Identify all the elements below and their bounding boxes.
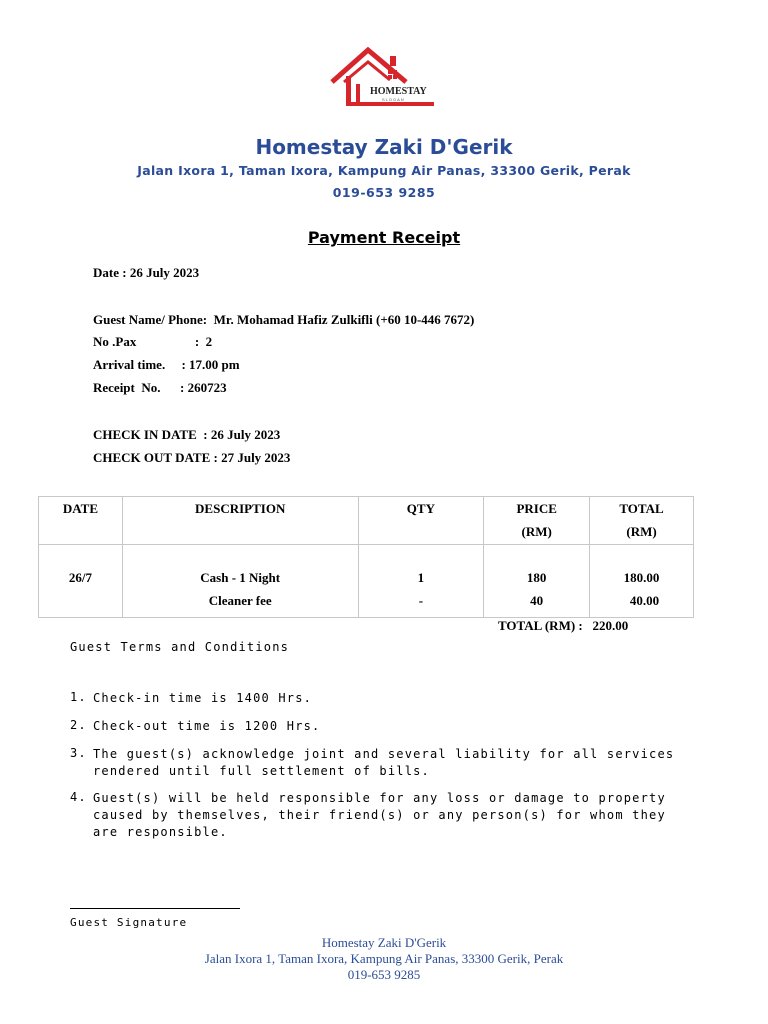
header-description: DESCRIPTION [122, 497, 358, 545]
term-number: 1. [70, 690, 87, 704]
homestay-logo [330, 46, 438, 110]
logo-sub-text: SLOGAN [382, 97, 405, 102]
header-date: DATE [39, 497, 123, 545]
term-text: Check-out time is 1200 Hrs. [93, 719, 321, 733]
footer-phone: 019-653 9285 [347, 967, 421, 982]
footer-business-name: Homestay Zaki D'Gerik [321, 935, 447, 950]
cell-price: 180 40 [484, 545, 590, 618]
header-qty: QTY [358, 497, 484, 545]
term-text: Guest(s) will be held responsible for any loss or damage to property caused by themselves, their friend(s) or any person(s) for whom they are responsible. [93, 791, 666, 839]
guest-name-phone: Guest Name/ Phone: Mr. Mohamad Hafiz Zulkifli (+60 10-446 7672) [93, 312, 475, 327]
term-text: Check-in time is 1400 Hrs. [93, 691, 313, 705]
cell-date: 26/7 [39, 545, 123, 618]
receipt-number: Receipt No. : 260723 [93, 380, 227, 395]
signature-label: Guest Signature [70, 916, 188, 929]
business-phone: 019-653 9285 [332, 185, 436, 200]
items-table [38, 496, 694, 618]
footer-address: Jalan Ixora 1, Taman Ixora, Kampung Air Panas, 33300 Gerik, Perak [204, 951, 564, 966]
cell-total: 180.00 40.00 [590, 545, 694, 618]
check-out-date: CHECK OUT DATE : 27 July 2023 [93, 450, 291, 465]
term-number: 2. [70, 718, 87, 732]
cell-qty: 1 - [358, 545, 484, 618]
term-number: 4. [70, 790, 87, 804]
table-row [39, 545, 694, 618]
logo-brand-text: HOMESTAY [370, 86, 427, 97]
header-price: PRICE (RM) [484, 497, 590, 545]
cell-description: Cash - 1 Night Cleaner fee [122, 545, 358, 618]
business-name: Homestay Zaki D'Gerik [255, 135, 513, 159]
term-number: 3. [70, 746, 87, 760]
receipt-title: Payment Receipt [307, 228, 461, 247]
table-header-row [39, 497, 694, 545]
signature-line [70, 908, 240, 909]
check-in-date: CHECK IN DATE : 26 July 2023 [93, 427, 281, 442]
house-logo-icon [330, 46, 438, 110]
term-text: The guest(s) acknowledge joint and several liability for all services rendered until full settlement of bills. [93, 747, 675, 778]
terms-title: Guest Terms and Conditions [70, 640, 290, 654]
header-total: TOTAL (RM) [590, 497, 694, 545]
business-address: Jalan Ixora 1, Taman Ixora, Kampung Air Panas, 33300 Gerik, Perak [137, 163, 631, 178]
pax-count: No .Pax : 2 [93, 334, 213, 349]
receipt-date: Date : 26 July 2023 [93, 265, 200, 280]
arrival-time: Arrival time. : 17.00 pm [93, 357, 240, 372]
grand-total: TOTAL (RM) : 220.00 [498, 618, 629, 633]
